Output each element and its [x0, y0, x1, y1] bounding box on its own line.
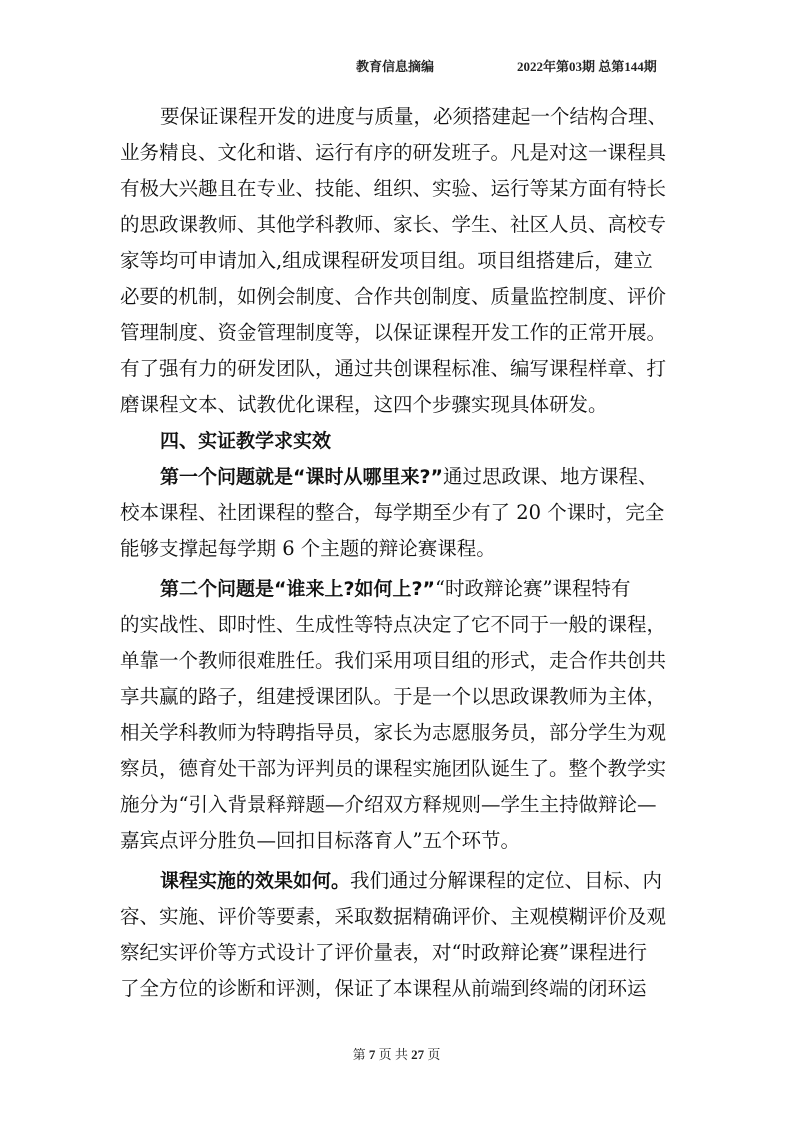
total-pages: 27	[411, 1047, 425, 1062]
paragraph-text: 通过思政课、地方课程、	[443, 465, 658, 488]
lead-in-question: 课程实施的效果如何。	[160, 870, 351, 892]
paragraph-line	[120, 863, 682, 899]
paragraph-line: 了全方位的诊断和评测，保证了本课程从前端到终端的闭环运	[120, 977, 647, 1000]
paragraph-line: 享共赢的路子，组建授课团队。于是一个以思政课教师为主体，	[120, 685, 667, 708]
paragraph-line: 有了强有力的研发团队，通过共创课程标准、编写课程样章、打	[120, 357, 667, 380]
paragraph-line: 的实战性、即时性、生成性等特点决定了它不同于一般的课程，	[120, 613, 667, 636]
paragraph-line: 必要的机制，如例会制度、合作共创制度、质量监控制度、评价	[120, 285, 667, 308]
lead-in-question: 第二个问题是“谁来上?如何上?”	[160, 578, 436, 600]
page-header	[0, 53, 793, 75]
paragraph-line: 察纪实评价等方式设计了评价量表，对“时政辩论赛”课程进行	[120, 941, 647, 964]
paragraph-line: 嘉宾点评分胜负—回扣目标落育人”五个环节。	[120, 829, 520, 852]
paragraph-line: 察员，德育处干部为评判员的课程实施团队诞生了。整个教学实	[120, 757, 667, 780]
paragraph-line	[120, 459, 682, 495]
paragraph-line: 家等均可申请加入,组成课程研发项目组。项目组搭建后，建立	[120, 249, 653, 272]
paragraph-line: 能够支撑起每学期 6 个主题的辩论赛课程。	[120, 537, 496, 560]
document-body	[120, 99, 682, 1007]
footer-middle: 页 共	[378, 1047, 408, 1062]
section-heading: 四、实证教学求实效	[160, 430, 332, 452]
page-number: 7	[368, 1047, 376, 1062]
paragraph-line: 的思政课教师、其他学科教师、家长、学生、社区人员、高校专	[120, 213, 667, 236]
paragraph-line: 业务精良、文化和谐、运行有序的研发班子。凡是对这一课程具	[120, 141, 667, 164]
paragraph-line: 管理制度、资金管理制度等，以保证课程开发工作的正常开展。	[120, 321, 667, 344]
paragraph-line: 有极大兴趣且在专业、技能、组织、实验、运行等某方面有特长	[120, 177, 667, 200]
paragraph-line: 容、实施、评价等要素，采取数据精确评价、主观模糊评价及观	[120, 905, 667, 928]
page-footer	[0, 1044, 793, 1063]
publication-name: 教育信息摘编	[356, 59, 435, 74]
paragraph-line: 磨课程文本、试教优化课程，这四个步骤实现具体研发。	[120, 393, 608, 416]
paragraph-text: “时政辩论赛”课程特有	[435, 577, 631, 600]
paragraph-line: 相关学科教师为特聘指导员，家长为志愿服务员，部分学生为观	[120, 721, 667, 744]
paragraph-line: 校本课程、社团课程的整合，每学期至少有了 20 个课时，完全	[120, 501, 665, 524]
footer-prefix: 第	[352, 1047, 366, 1062]
lead-in-question: 第一个问题就是“课时从哪里来?”	[160, 466, 443, 488]
footer-suffix: 页	[427, 1047, 441, 1062]
header-divider	[120, 77, 680, 78]
issue-number: 2022年第03期 总第144期	[517, 59, 657, 74]
paragraph-line: 单靠一个教师很难胜任。我们采用项目组的形式，走合作共创共	[120, 649, 667, 672]
paragraph-line	[120, 571, 682, 607]
paragraph-line: 要保证课程开发的进度与质量，必须搭建起一个结构合理、	[160, 105, 668, 128]
paragraph-text: 我们通过分解课程的定位、目标、内	[350, 869, 663, 892]
paragraph-line: 施分为“引入背景释辩题—介绍双方释规则—学生主持做辩论—	[120, 793, 657, 816]
